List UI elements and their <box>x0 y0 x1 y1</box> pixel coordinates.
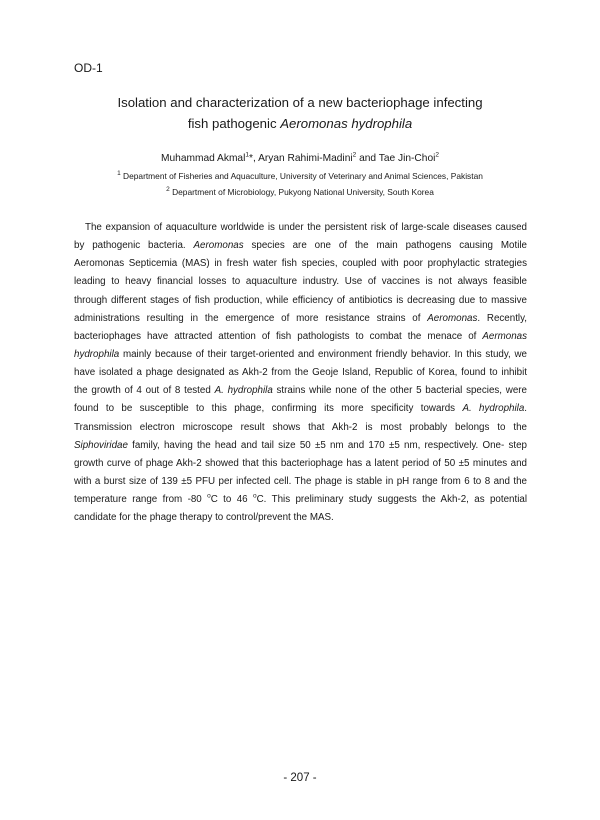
abstract-line: growth curve of phage Akh-2 showed that this bacteriophage has a latent period of 50 ±5 minutes and <box>74 457 527 469</box>
abstract-body <box>74 219 527 527</box>
abstract-line: leading to heavy financial losses to aquaculture industry. Use of vaccines is not always feasible <box>74 276 527 288</box>
title-line-2: fish pathogenic Aeromonas hydrophila <box>187 116 413 131</box>
abstract-line: administrations resulting in the emergence of more resistance strains of Aeromonas. Recently, <box>74 312 527 324</box>
abstract-line: candidate for the phage therapy to control/prevent the MAS. <box>74 512 334 524</box>
abstract-line: Transmission electron microscope result shows that Akh-2 is most probably belongs to the <box>74 421 527 433</box>
abstract-line: with a burst size of 139 ±5 PFU per infected cell. The phage is stable in pH range from 6 to 8 and the <box>74 475 527 487</box>
abstract-line: have isolated a phage designated as Akh-2 from the Geoje Island, Republic of Korea, found to inhibit <box>74 367 527 379</box>
title-italic-species: Aeromonas hydrophila <box>280 116 413 131</box>
author-3: Tae Jin-Choi <box>378 153 436 164</box>
paper-title <box>0 92 600 134</box>
abstract-line: the growth of 4 out of 8 tested A. hydrophila strains while none of the other 5 bacterial species, were <box>74 385 528 397</box>
abstract-line: found to be susceptible to this phage, confirming its more specificity towards A. hydrophila. <box>74 403 527 415</box>
abstract-line: through different stages of fish production, while efficiency of antibiotics is decreasing due to massive <box>74 294 527 306</box>
abstract-code: OD-1 <box>74 61 103 75</box>
page-number: - 207 - <box>283 772 317 784</box>
abstract-line: bacteriophages have attracted attention of fish pathologists to combat the menace of Aermonas <box>74 330 527 342</box>
author-2: Aryan Rahimi-Madini <box>258 153 353 164</box>
abstract-line: Aeromonas Septicemia (MAS) in fresh water fish species, coupled with poor prophylactic strategies <box>74 258 527 270</box>
author-1: Muhammad Akmal <box>161 153 246 164</box>
title-line-1: Isolation and characterization of a new bacteriophage infecting <box>117 95 483 110</box>
abstract-line: Siphoviridae family, having the head and tail size 50 ±5 nm and 170 ±5 nm, respectively. One- step <box>74 439 527 451</box>
abstract-line: The expansion of aquaculture worldwide is under the persistent risk of large-scale diseases caused <box>85 222 527 233</box>
affiliation-2: $^2$ Department of Microbiology, Pukyong National University, South Korea <box>166 186 434 197</box>
abstract-line: temperature range from -80 $^o$C to 46 $^o$C. This preliminary study suggests the Akh-2, as potential <box>74 492 527 506</box>
affiliation-1: $^1$ Department of Fisheries and Aquaculture, University of Veterinary and Animal Sciences, Pakistan <box>117 170 483 181</box>
author-list: Muhammad Akmal$^1$*, Aryan Rahimi-Madini$^2$ and Tae Jin-Choi$^2$ <box>161 151 439 164</box>
abstract-line: hydrophila mainly because of their target-oriented and environment friendly behavior. In this study, we <box>74 348 527 360</box>
abstract-line: by pathogenic bacteria. Aeromonas species are one of the main pathogens causing Motile <box>74 240 527 252</box>
